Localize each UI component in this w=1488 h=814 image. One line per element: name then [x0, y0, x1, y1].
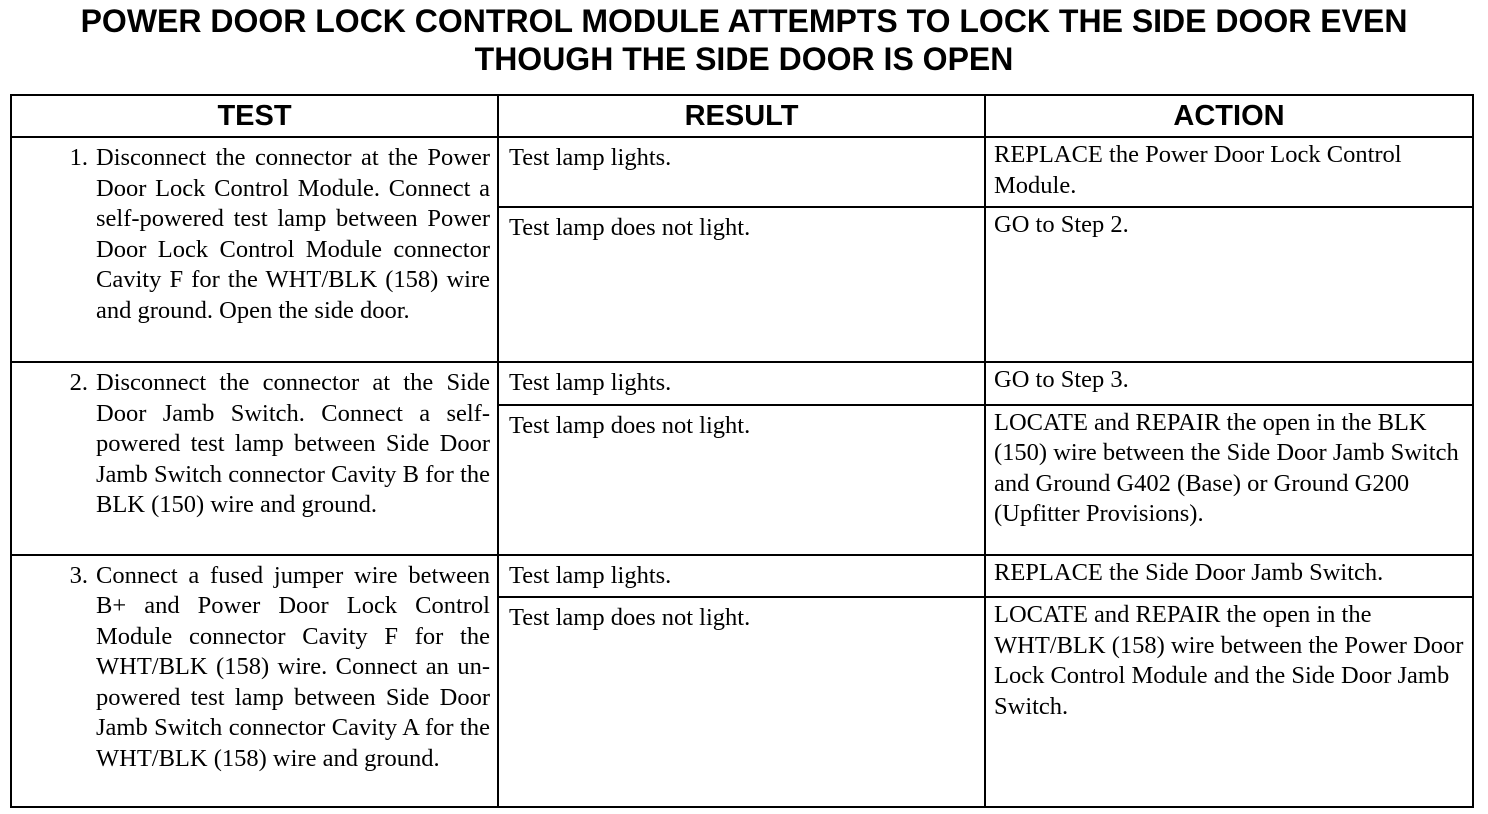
action-cell: REPLACE the Side Door Jamb Switch. — [985, 555, 1473, 598]
result-cell: Test lamp does not light. — [498, 597, 985, 807]
action-cell: LOCATE and REPAIR the open in the WHT/BLK (158) wire between the Power Door Lock Control Module and the Side Door Jamb Switch. — [985, 597, 1473, 807]
test-text: Disconnect the connector at the Power Door Lock Control Module. Connect a self-powered test lamp between Power Door Lock Control Module connector Cavity F for the WHT/BLK (158) wire and ground. Open the side door. — [96, 144, 490, 324]
result-cell: Test lamp does not light. — [498, 405, 985, 555]
header-test: TEST — [11, 95, 498, 137]
result-cell: Test lamp lights. — [498, 362, 985, 405]
step-number: 1. — [69, 144, 88, 171]
test-cell-step-2 — [11, 362, 498, 555]
action-cell: GO to Step 2. — [985, 207, 1473, 362]
step-number: 3. — [69, 561, 88, 589]
diagnostic-table — [10, 94, 1474, 808]
test-cell-step-3 — [11, 555, 498, 808]
result-cell: Test lamp does not light. — [498, 207, 985, 362]
header-result: RESULT — [498, 95, 985, 137]
test-cell-step-1 — [11, 137, 498, 362]
title-line-1: POWER DOOR LOCK CONTROL MODULE ATTEMPTS TO LOCK THE SIDE DOOR EVEN — [80, 3, 1408, 39]
table-row — [11, 137, 1473, 207]
page-title — [0, 2, 1488, 78]
header-action: ACTION — [985, 95, 1473, 137]
test-text: Connect a fused jumper wire between B+ and Power Door Lock Control Module connector Cavity F for the WHT/BLK (158) wire. Connect an un-powered test lamp between Side Door Jamb Switch connector Cavity A for the WHT/BLK (158) wire and ground. — [96, 561, 490, 772]
header-row — [11, 95, 1473, 137]
table-row — [11, 362, 1473, 405]
step-number: 2. — [69, 369, 88, 396]
result-cell: Test lamp lights. — [498, 137, 985, 207]
action-cell: LOCATE and REPAIR the open in the BLK (150) wire between the Side Door Jamb Switch and Ground G402 (Base) or Ground G200 (Upfitter Provisions). — [985, 405, 1473, 555]
title-line-2: THOUGH THE SIDE DOOR IS OPEN — [474, 41, 1014, 77]
result-cell: Test lamp lights. — [498, 555, 985, 598]
action-cell: REPLACE the Power Door Lock Control Module. — [985, 137, 1473, 207]
test-text: Disconnect the connector at the Side Door Jamb Switch. Connect a self-powered test lamp between Side Door Jamb Switch connector Cavity B for the BLK (150) wire and ground. — [96, 369, 490, 518]
table-row — [11, 555, 1473, 598]
action-cell: GO to Step 3. — [985, 362, 1473, 405]
